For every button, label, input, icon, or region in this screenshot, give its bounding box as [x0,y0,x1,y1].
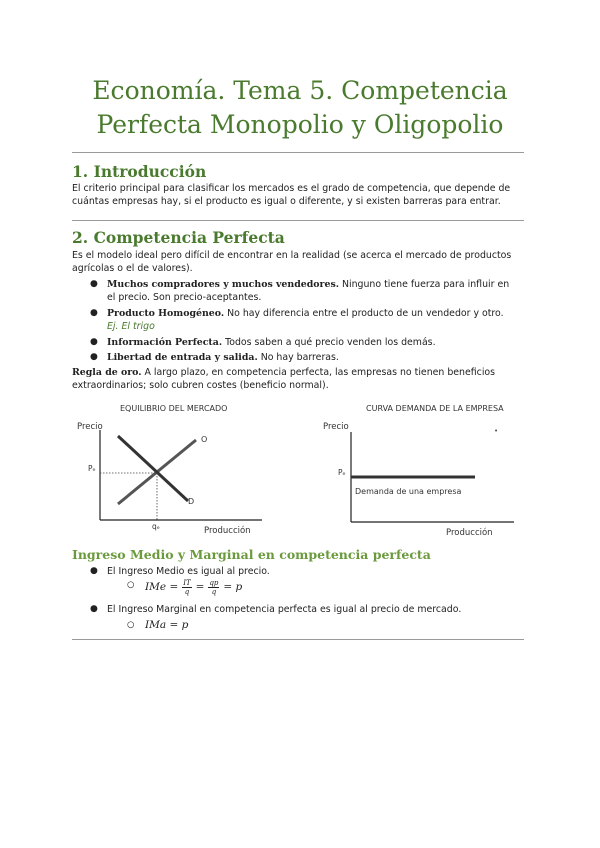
formula-rhs: = p [223,581,243,593]
bullet-text: El Ingreso Medio es igual al precio. [107,566,270,577]
bullet-example: Ej. El trigo [107,321,155,333]
title-line-1: Economía. Tema 5. Competencia [92,76,508,105]
bullet-bold: Producto Homogéneo. [107,308,225,319]
list-item [90,307,527,334]
formula-text: IMa = p [145,619,189,631]
divider [72,152,524,153]
section-heading-intro: 1. Introducción [72,162,207,181]
intro-line-2: cuántas empresas hay, si el producto es igual o diferente, y si existen barreras para entrar. [72,196,501,208]
section-heading-competencia: 2. Competencia Perfecta [72,228,285,247]
list-item [90,565,527,578]
divider [72,639,524,640]
subsection-heading-ingreso: Ingreso Medio y Marginal en competencia perfecta [72,547,431,562]
bullet-text: No hay barreras. [257,352,339,363]
fraction-numerator: IT [183,579,191,587]
formula-equals: = [195,581,205,593]
bullet-bold: Libertad de entrada y salida. [107,352,258,363]
bullet-icon: ● [90,279,98,289]
y-axis-label: Precio [323,422,349,432]
fraction-qp-q [208,579,219,596]
circle-bullet-icon: ○ [127,580,135,590]
bullet-text: El Ingreso Marginal en competencia perfecta es igual al precio de mercado. [107,604,462,615]
competencia-line-1: Es el modelo ideal pero difícil de encontrar en la realidad (se acerca el mercado de productos [72,250,512,261]
demand-curve [118,436,188,501]
chart-equilibrio-mercado [72,400,286,540]
corner-mark: • [494,427,499,435]
regla-paragraph [72,366,528,393]
regla-line-2: extraordinarios; solo cubren costes (beneficio normal). [72,380,329,392]
chart-title: CURVA DEMANDA DE LA EMPRESA [366,404,504,413]
bullet-text: Todos saben a qué precio venden los demás. [222,337,436,348]
formula-ima [127,619,565,632]
fraction-denominator: q [211,588,217,596]
formula-ime [127,579,565,596]
formula-lhs: IMe = [145,581,179,593]
bullet-text: No hay diferencia entre el producto de un vendedor y otro. [224,308,504,319]
supply-label: O [201,435,208,444]
bullet-icon: ● [90,604,98,614]
demand-label: D [188,497,195,506]
circle-bullet-icon: ○ [127,620,135,630]
bullet-continuation: el precio. Son precio-aceptantes. [107,292,262,304]
chart-demanda-empresa [318,400,528,542]
equilibrium-quantity-label: qₑ [152,522,160,531]
title-line-2: Perfecta Monopolio y Oligopolio [96,110,504,139]
bullet-bold: Información Perfecta. [107,337,223,348]
bullet-icon: ● [90,337,98,347]
list-item [90,336,527,349]
fraction-denominator: q [184,588,190,596]
chart-title: EQUILIBRIO DEL MERCADO [120,404,228,413]
bullet-bold: Muchos compradores y muchos vendedores. [107,279,339,290]
bullet-icon: ● [90,308,98,318]
intro-paragraph [72,182,528,209]
list-item [90,278,527,305]
bullet-text: Ninguno tiene fuerza para influir en [339,279,510,290]
intro-line-1: El criterio principal para clasificar los mercados es el grado de competencia, que depende de [72,183,511,194]
bullet-icon: ● [90,566,98,576]
divider [72,220,524,221]
regla-line-1: A largo plazo, en competencia perfecta, las empresas no tienen beneficios [141,367,496,378]
regla-bold: Regla de oro. [72,367,142,378]
equilibrium-price-label: Pₑ [88,464,96,473]
y-axis-label: Precio [77,422,103,432]
x-axis-label: Producción [446,528,493,538]
firm-demand-label: Demanda de una empresa [355,487,462,496]
fraction-numerator: qp [209,579,219,587]
list-item [90,603,527,616]
competencia-paragraph [72,249,528,276]
list-item [90,351,527,364]
competencia-line-2: agrícolas o el de valores). [72,263,193,275]
price-label: Pₑ [338,468,346,477]
page-title [72,74,528,142]
bullet-icon: ● [90,352,98,362]
fraction-it-q [182,579,191,596]
x-axis-label: Producción [204,526,251,536]
